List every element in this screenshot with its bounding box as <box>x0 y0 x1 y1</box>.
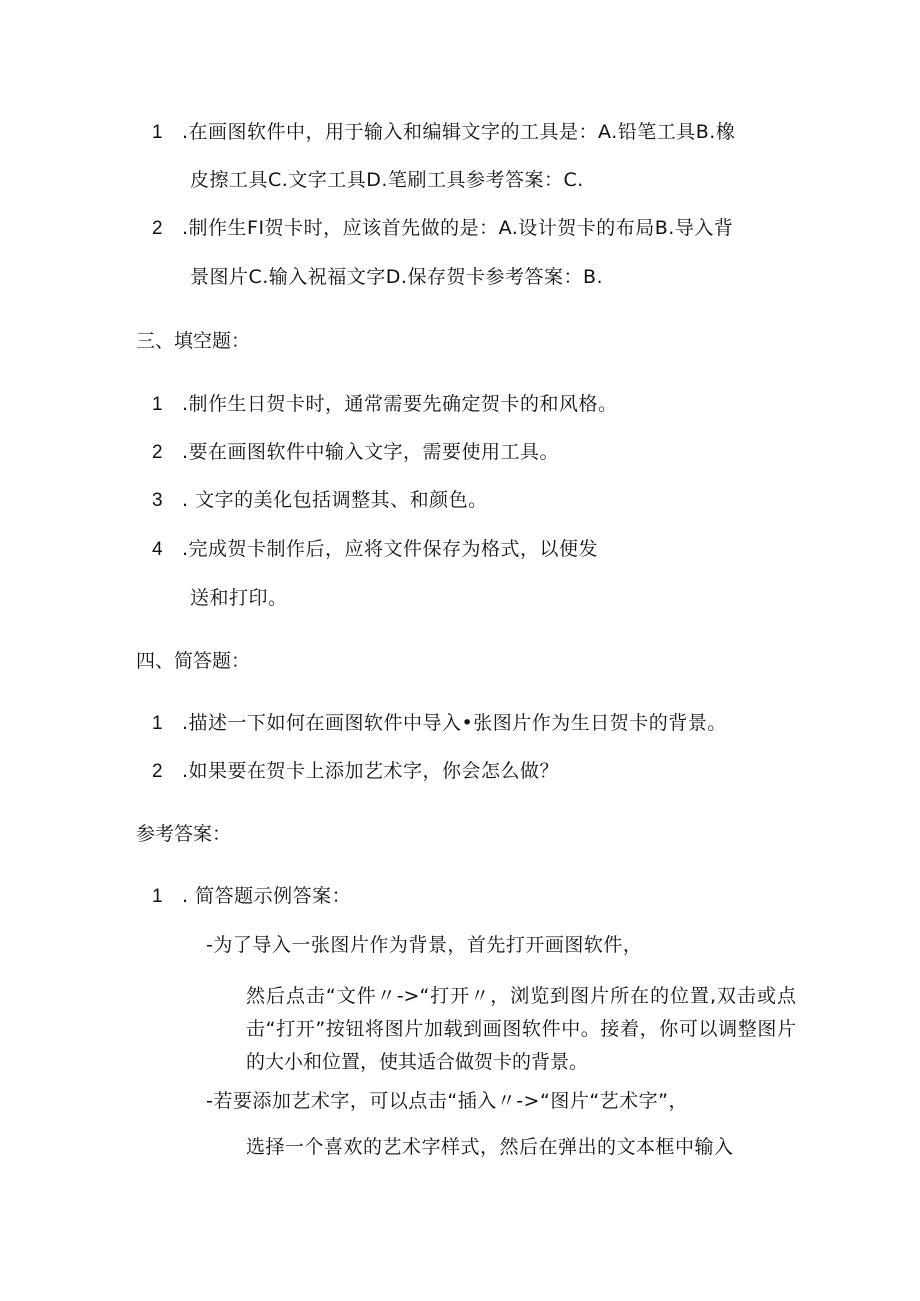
answer-1-body: 然后点击“文件〃->“打开〃，浏览到图片所在的位置,双击或点击“打开”按钮将图片加载到画图软件中。接着，你可以调整图片的大小和位置，使其适合做贺卡的背景。 <box>246 985 796 1073</box>
question-number: 2 <box>152 218 164 239</box>
question-number: 2 <box>152 761 164 782</box>
answer-heading: . 简答题示例答案： <box>182 885 352 907</box>
fill-question-3 <box>152 486 488 515</box>
question-text: .要在画图软件中输入文字，需要使用工具。 <box>182 441 560 463</box>
question-text: .在画图软件中，用于输入和编辑文字的工具是：A.铅笔工具B.橡 <box>182 121 736 143</box>
question-number: 4 <box>152 539 164 560</box>
answer-2-lead: -若要添加艺术字，可以点击“插入〃->“图片“艺术字”， <box>206 1090 689 1112</box>
question-text: . 文字的美化包括调整其、和颜色。 <box>182 489 488 511</box>
answer-number: 1 <box>152 886 164 907</box>
section-title-short-answer: 四、简答题： <box>136 650 251 672</box>
question-number: 1 <box>152 713 164 734</box>
question-number: 1 <box>152 394 164 415</box>
question-text: .完成贺卡制作后，应将文件保存为格式，以便发 <box>182 538 599 560</box>
choice-question-2 <box>152 214 733 243</box>
question-number: 2 <box>152 442 164 463</box>
choice-question-2-continuation: 景图片C.输入祝福文字D.保存贺卡参考答案：B. <box>190 266 604 288</box>
question-text: .制作生日贺卡时，通常需要先确定贺卡的和风格。 <box>182 393 618 415</box>
question-number: 1 <box>152 122 164 143</box>
short-question-2 <box>152 757 559 786</box>
answer-item-1 <box>152 882 351 911</box>
choice-question-1 <box>152 118 735 147</box>
section-title-fill-in: 三、填空题： <box>136 330 251 352</box>
short-question-1 <box>152 709 727 738</box>
fill-question-2 <box>152 438 559 467</box>
answer-1-lead: -为了导入一张图片作为背景，首先打开画图软件， <box>206 934 643 956</box>
answer-2-body: 选择一个喜欢的艺术字样式，然后在弹出的文本框中输入 <box>246 1136 734 1158</box>
fill-question-1 <box>152 390 618 419</box>
choice-question-1-continuation: 皮擦工具C.文字工具D.笔刷工具参考答案：C. <box>190 169 584 191</box>
fill-question-4 <box>152 535 598 564</box>
fill-question-4-continuation: 送和打印。 <box>190 587 288 609</box>
question-text: .描述一下如何在画图软件中导入•张图片作为生日贺卡的背景。 <box>182 712 727 734</box>
answers-title: 参考答案： <box>136 823 232 845</box>
question-text: .制作生FI贺卡时，应该首先做的是：A.设计贺卡的布局B.导入背 <box>182 217 734 239</box>
question-number: 3 <box>152 490 164 511</box>
question-text: .如果要在贺卡上添加艺术字，你会怎么做？ <box>182 760 560 782</box>
